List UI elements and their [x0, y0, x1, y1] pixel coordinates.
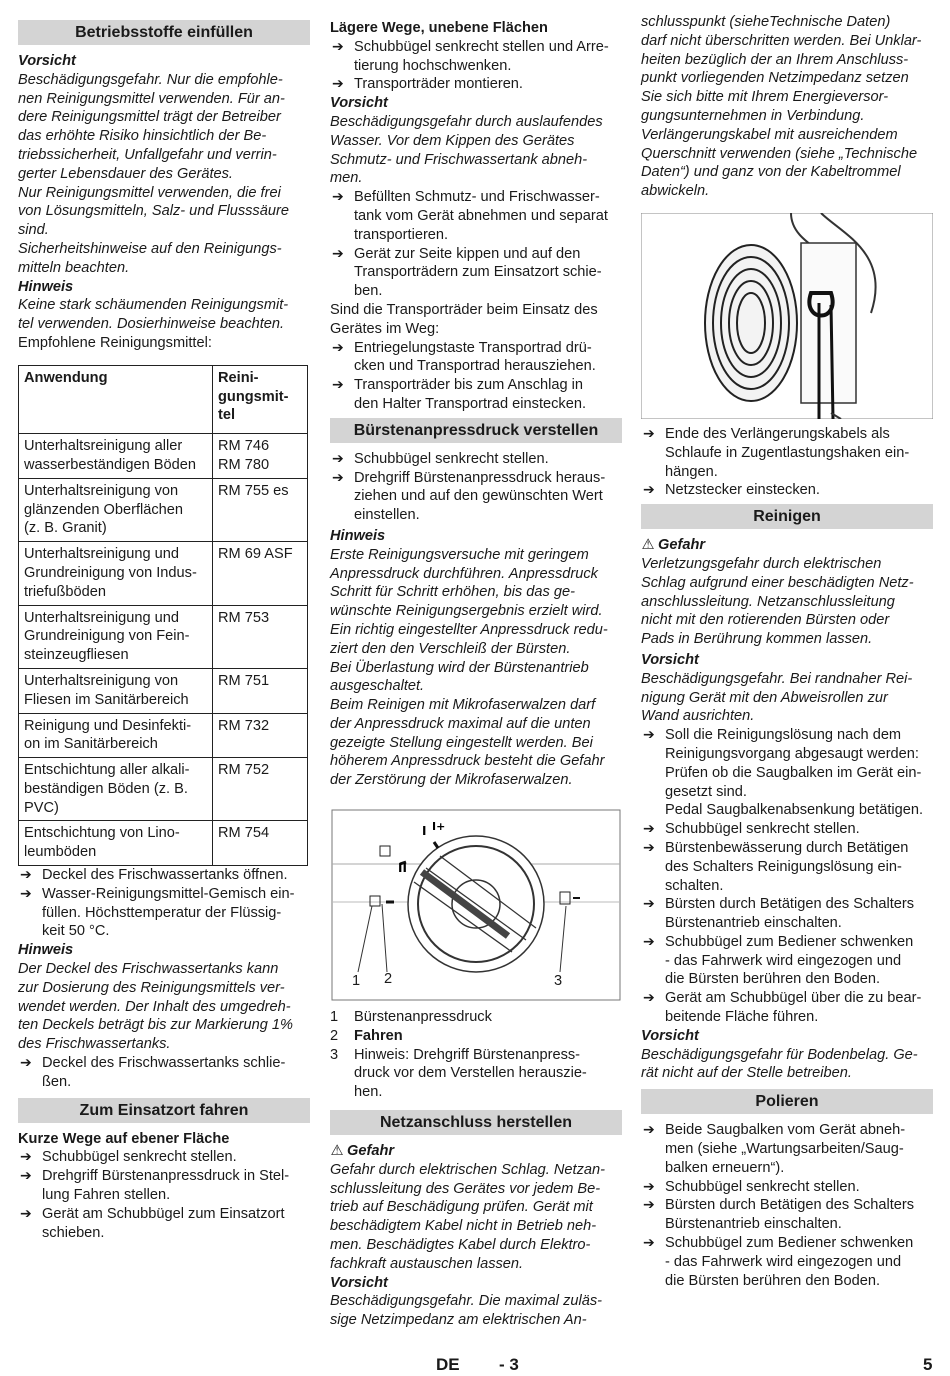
text-line: schlussleitung des Gerätes vor jedem Be-	[330, 1180, 601, 1197]
impedance-text	[641, 13, 933, 201]
text-line: beschädigtem Kabel nicht in Betrieb neh-	[330, 1218, 597, 1235]
detergent-cell: RM 69 ASF	[213, 542, 308, 605]
text-line: punkt vorliegenden Netzimpedanz setzen	[641, 70, 909, 87]
text-line: Wand ausrichten.	[641, 708, 755, 725]
note-label: Hinweis	[18, 278, 74, 295]
figure-label-1: 1	[352, 973, 361, 990]
text-line: wendet werden. Der Inhalt des umgedreh-	[18, 998, 291, 1015]
svg-text:I+: I+	[432, 820, 446, 834]
note-text-2	[18, 960, 310, 1054]
instruction-step: ➔ Beide Saugbalken vom Gerät abneh- men (siehe „Wartungsarbeiten/Saug- balken erneuern“).	[641, 1121, 933, 1177]
note-text	[330, 546, 622, 790]
column-left	[18, 16, 310, 1242]
text-line: des Frischwassertanks.	[18, 1036, 171, 1053]
text-line: Verletzungsgefahr durch elektrischen	[641, 555, 882, 572]
instruction-step: ➔ Gerät am Schubbügel zum Einsatzort schieben.	[18, 1205, 310, 1243]
cable-hook-drawing	[641, 213, 933, 419]
text-line: Beschädigungsgefahr. Bei randnaher Rei-	[641, 670, 913, 687]
table-body	[19, 434, 308, 866]
text-line: Gefahr durch elektrischen Schlag. Netzan-	[330, 1161, 605, 1178]
table-row	[19, 821, 308, 866]
column-middle	[330, 19, 622, 1330]
steps-pressure	[330, 450, 622, 525]
subheading-short-ways: Kurze Wege auf ebener Fläche	[18, 1130, 230, 1147]
warning-triangle-icon: ⚠	[641, 537, 655, 554]
instruction-step: ➔ Bürsten durch Betätigen des Schalters Bürstenantrieb einschalten.	[641, 1196, 933, 1234]
caution-text	[330, 113, 622, 188]
pedal-text: Pedal Saugbalkenabsenkung betätigen.	[665, 802, 924, 819]
instruction-step: ➔ Deckel des Frischwassertanks schlie- ßen.	[18, 1054, 310, 1092]
svg-text:II: II	[398, 861, 407, 876]
cable-hook-photo	[641, 213, 933, 419]
text-line: Daten“) und ganz von der Kabeltrommel	[641, 164, 901, 181]
text-line: Bei Überlastung wird der Bürstenantrieb	[330, 659, 589, 676]
table-header-use: Anwendung	[19, 365, 213, 433]
text-line: anschlussleitung. Netzanschlussleitung	[641, 593, 895, 610]
footer-page-number: 5	[923, 1355, 933, 1374]
warning-triangle-icon: ⚠	[330, 1143, 344, 1160]
danger-label-line	[330, 1142, 622, 1161]
text-line: mitteln beachten.	[18, 259, 130, 276]
legend-text: Bürstenanpressdruck	[354, 1009, 492, 1026]
caution-text-2	[641, 1046, 933, 1084]
text-line: Pads in Berührung kommen lassen.	[641, 631, 873, 648]
instruction-step: ➔ Entriegelungstaste Transportrad drü- cken und Transportrad herausziehen.	[330, 339, 622, 377]
text-line: gungsunternehmen in Verbindung.	[641, 107, 865, 124]
text-line: zur Dosierung des Reinigungsmittels ver-	[18, 979, 285, 996]
text-line: abwickeln.	[641, 183, 710, 200]
pressure-knob-figure	[330, 802, 622, 1002]
text-line: Querschnitt verwenden (siehe „Technische	[641, 145, 918, 162]
danger-label: Gefahr	[347, 1143, 395, 1160]
application-cell: Reinigung und Desinfekti- on im Sanitärbereich	[19, 713, 213, 758]
table-row	[19, 668, 308, 713]
steps-clean	[641, 820, 933, 1027]
text-line: Schritt für Schritt erhöhen, bis das ge-	[330, 584, 575, 601]
text-line: Gerätes im Weg:	[330, 320, 440, 337]
text-line: Beschädigungsgefahr für Bodenbelag. Ge-	[641, 1046, 918, 1063]
text-line: Nur Reinigungsmittel verwenden, die frei	[18, 184, 281, 201]
detergent-cell: RM 753	[213, 605, 308, 668]
svg-text:I: I	[422, 824, 427, 839]
figure-label-2: 2	[384, 971, 393, 988]
detergent-cell: RM 751	[213, 668, 308, 713]
text-line: rät nicht auf der Stelle betreiben.	[641, 1065, 852, 1082]
text-line: heiten bezüglich der an Ihrem Anschluss-	[641, 51, 909, 68]
text-line: Erste Reinigungsversuche mit geringem	[330, 546, 589, 563]
detergent-cell: RM 746 RM 780	[213, 434, 308, 479]
danger-text	[641, 555, 933, 649]
steps-fill	[18, 866, 310, 941]
text-line: wünschte Reinigungsergebnis erzielt wird.	[330, 603, 603, 620]
text-line: Schlag aufgrund einer beschädigten Netz-	[641, 574, 914, 591]
instruction-step: ➔ Transporträder bis zum Anschlag in den Halter Transportrad einstecken.	[330, 376, 622, 414]
danger-label-line	[641, 536, 933, 555]
text-line: tel verwenden. Dosierhinweise beachten.	[18, 316, 285, 333]
text-line: Ein richtig eingestellter Anpressdruck redu-	[330, 621, 608, 638]
application-cell: Unterhaltsreinigung von Fliesen im Sanitärbereich	[19, 668, 213, 713]
instruction-step: ➔ Drehgriff Bürstenanpressdruck in Stel- lung Fahren stellen.	[18, 1167, 310, 1205]
steps-transport-wheel	[330, 339, 622, 414]
text-line: sige Netzimpedanz am elektrischen An-	[330, 1312, 587, 1329]
note-label-2: Hinweis	[18, 942, 74, 959]
text-line: Beschädigungsgefahr durch auslaufendes	[330, 113, 603, 130]
table-row	[19, 758, 308, 821]
caution-label: Vorsicht	[641, 651, 699, 668]
detergent-cell: RM 755 es	[213, 478, 308, 541]
text-line: gerter Lebensdauer des Gerätes.	[18, 165, 233, 182]
text-line: nicht mit den rotierenden Bürsten oder	[641, 612, 890, 629]
note-label: Hinweis	[330, 527, 386, 544]
pressure-knob-drawing	[330, 802, 622, 1002]
legend-number: 2	[330, 1027, 339, 1044]
text-line: sind.	[18, 222, 49, 239]
text-line: Beschädigungsgefahr. Nur die empfohle-	[18, 71, 283, 88]
text-line: der Anpressdruck maximal auf die unten	[330, 715, 591, 732]
steps-close	[18, 1054, 310, 1092]
legend-item	[330, 1027, 622, 1046]
text-line: Sind die Transporträder beim Einsatz des	[330, 301, 598, 318]
subheading-long-ways: Lägere Wege, unebene Flächen	[330, 20, 548, 36]
caution-label-2: Vorsicht	[641, 1027, 699, 1044]
application-cell: Entschichtung von Lino- leumböden	[19, 821, 213, 866]
danger-text	[330, 1161, 622, 1274]
legend-number: 3	[330, 1046, 339, 1063]
text-line: darf nicht überschritten werden. Bei Unklar-	[641, 32, 922, 49]
instruction-step: ➔ Bürsten durch Betätigen des Schalters Bürstenantrieb einschalten.	[641, 895, 933, 933]
instruction-step: ➔ Drehgriff Bürstenanpressdruck heraus- ziehen und auf den gewünschten Wert einstellen.	[330, 469, 622, 525]
detergent-table	[18, 365, 308, 866]
legend-item	[330, 1046, 622, 1102]
table-row	[19, 478, 308, 541]
instruction-step: ➔ Schubbügel senkrecht stellen und Arre- tierung hochschwenken.	[330, 38, 622, 76]
text-line: dere Reinigungsmittel trägt der Betreiber	[18, 109, 281, 126]
text-line: Beim Reinigen mit Mikrofaserwalzen darf	[330, 697, 596, 714]
text-line: schlusspunkt (sieheTechnische Daten)	[641, 14, 891, 30]
application-cell: Unterhaltsreinigung aller wasserbeständigen Böden	[19, 434, 213, 479]
table-row	[19, 605, 308, 668]
instruction-step: ➔ Schubbügel zum Bediener schwenken - das Fahrwerk wird eingezogen und die Bürsten berühren den Boden.	[641, 933, 933, 989]
legend-text: Fahren	[354, 1027, 403, 1044]
text-line: Der Deckel des Frischwassertanks kann	[18, 961, 279, 978]
instruction-step: ➔ Schubbügel zum Bediener schwenken - das Fahrwerk wird eingezogen und die Bürsten berühren den Boden.	[641, 1234, 933, 1290]
caution-label-2: Vorsicht	[330, 1274, 388, 1291]
instruction-step: ➔ Deckel des Frischwassertanks öffnen.	[18, 866, 310, 885]
text-line: ten Deckels beträgt bis zur Markierung 1%	[18, 1017, 293, 1034]
figure-label-3: 3	[554, 973, 563, 990]
steps-tilt	[330, 188, 622, 301]
caution-text	[18, 71, 310, 278]
legend-number: 1	[330, 1009, 339, 1026]
recommended-label: Empfohlene Reinigungsmittel:	[18, 334, 212, 351]
table-row	[19, 434, 308, 479]
footer-sub-page: - 3	[499, 1355, 519, 1374]
caution-label: Vorsicht	[18, 53, 76, 69]
text-line: Schmutz- und Frischwassertank abneh-	[330, 151, 588, 168]
application-cell: Entschichtung aller alkali- beständigen Böden (z. B. PVC)	[19, 758, 213, 821]
text-line: trieb auf Beschädigung prüfen. Gerät mit	[330, 1199, 593, 1216]
detergent-cell: RM 754	[213, 821, 308, 866]
section-heading-fill: Betriebsstoffe einfüllen	[18, 20, 310, 45]
steps-short-ways	[18, 1148, 310, 1242]
legend-text: Hinweis: Drehgriff Bürstenanpress- druck vor dem Verstellen herauszie- hen.	[354, 1046, 587, 1101]
instruction-step: ➔ Schubbügel senkrecht stellen.	[641, 1178, 933, 1197]
text-line: men.	[330, 170, 363, 187]
transport-wheel-text	[330, 301, 622, 339]
footer-language: DE	[436, 1355, 460, 1374]
legend-item	[330, 1008, 622, 1027]
section-heading-clean: Reinigen	[641, 504, 933, 529]
detergent-cell: RM 732	[213, 713, 308, 758]
figure-legend	[330, 1008, 622, 1102]
text-line: Wasser. Vor dem Kippen des Gerätes	[330, 132, 575, 149]
steps-polish	[641, 1121, 933, 1290]
instruction-step: ➔ Bürstenbewässerung durch Betätigen des Schalters Reinigungslösung ein- schalten.	[641, 839, 933, 895]
instruction-step: ➔ Schubbügel senkrecht stellen.	[18, 1148, 310, 1167]
steps-long-ways	[330, 38, 622, 94]
text-line: nen Reinigungsmittel verwenden. Für an-	[18, 90, 285, 107]
application-cell: Unterhaltsreinigung von glänzenden Oberflächen (z. B. Granit)	[19, 478, 213, 541]
instruction-step: ➔ Netzstecker einstecken.	[641, 481, 933, 500]
instruction-step: ➔ Wasser-Reinigungsmittel-Gemisch ein- füllen. Höchsttemperatur der Flüssig- keit 50 °C.	[18, 885, 310, 941]
text-line: ausgeschaltet.	[330, 678, 425, 695]
instruction-step: ➔ Gerät am Schubbügel über die zu bear- beitende Fläche führen.	[641, 989, 933, 1027]
text-line: nigung Gerät mit den Abweisrollen zur	[641, 689, 888, 706]
caution-text-2	[330, 1292, 622, 1330]
text-line: Verlängerungskabel mit ausreichendem	[641, 126, 898, 143]
detergent-cell: RM 752	[213, 758, 308, 821]
text-line: gezeigte Stellung eingestellt werden. Bei	[330, 734, 593, 751]
column-right	[641, 13, 933, 1290]
text-line: Beschädigungsgefahr. Die maximal zuläs-	[330, 1293, 603, 1310]
text-line: höherem Anpressdruck besteht die Gefahr	[330, 753, 605, 770]
note-text	[18, 296, 310, 334]
text-line: Sie sich bitte mit Ihrem Energieversor-	[641, 89, 889, 106]
table-row	[19, 542, 308, 605]
application-cell: Unterhaltsreinigung und Grundreinigung von Indus- triefußböden	[19, 542, 213, 605]
section-heading-pressure: Bürstenanpressdruck verstellen	[330, 418, 622, 443]
steps-cable	[641, 425, 933, 500]
instruction-step: ➔ Transporträder montieren.	[330, 75, 622, 94]
text-line: men. Beschädigtes Kabel durch Elektro-	[330, 1237, 591, 1254]
text-line: ziert den den Verschleiß der Bürsten.	[330, 640, 571, 657]
step-suction-check: ➔ Soll die Reinigungslösung nach dem Reinigungsvorgang abgesaugt werden: Prüfen ob die Saugbalken im Gerät ein- gesetzt sind.	[641, 726, 933, 801]
instruction-step: ➔ Schubbügel senkrecht stellen.	[330, 450, 622, 469]
section-heading-drive: Zum Einsatzort fahren	[18, 1098, 310, 1123]
text-line: von Lösungsmitteln, Salz- und Flusssäure	[18, 203, 289, 220]
text-line: Anpressdruck durchführen. Anpressdruck	[330, 565, 598, 582]
text-line: das erhöhte Risiko hinsichtlich der Be-	[18, 128, 267, 145]
instruction-step: ➔ Befüllten Schmutz- und Frischwasser- tank vom Gerät abnehmen und separat transportieren.	[330, 188, 622, 244]
text-line: triebssicherheit, Unfallgefahr und verrin-	[18, 146, 277, 163]
instruction-step: ➔ Schubbügel senkrecht stellen.	[641, 820, 933, 839]
application-cell: Unterhaltsreinigung und Grundreinigung von Fein- steinzeugfliesen	[19, 605, 213, 668]
table-row	[19, 713, 308, 758]
section-heading-polish: Polieren	[641, 1089, 933, 1114]
caution-text	[641, 670, 933, 726]
danger-label: Gefahr	[658, 537, 706, 554]
text-line: Keine stark schäumenden Reinigungsmit-	[18, 297, 289, 314]
section-heading-power: Netzanschluss herstellen	[330, 1110, 622, 1135]
caution-label: Vorsicht	[330, 95, 388, 112]
text-line: der Zerstörung der Mikrofaserwalzen.	[330, 772, 573, 789]
instruction-step: ➔ Gerät zur Seite kippen und auf den Transporträdern zum Einsatzort schie- ben.	[330, 245, 622, 301]
table-header-detergent: Reini- gungsmit- tel	[213, 365, 308, 433]
instruction-step: ➔ Ende des Verlängerungskabels als Schlaufe in Zugentlastungshaken ein- hängen.	[641, 425, 933, 481]
text-line: Sicherheitshinweise auf den Reinigungs-	[18, 240, 282, 257]
text-line: fachkraft austauschen lassen.	[330, 1255, 524, 1272]
